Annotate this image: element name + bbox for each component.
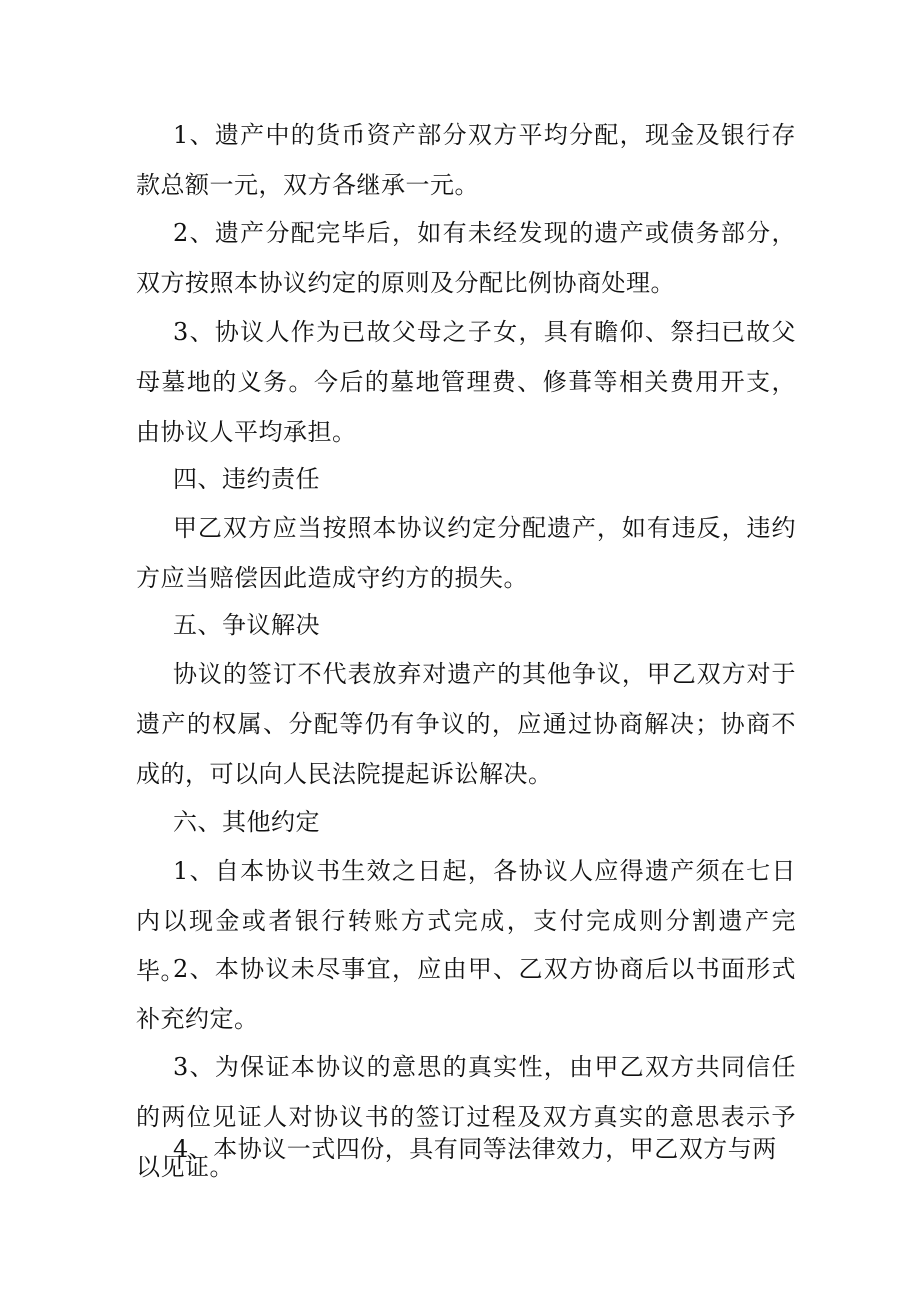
clause-3-grave-duties: 3、协议人作为已故父母之子女，具有瞻仰、祭扫已故父母墓地的义务。今后的墓地管理费、修葺等相关费用开支，由协议人平均承担。 [136, 318, 796, 446]
clause-2-undiscovered-assets: 2、遗产分配完毕后，如有未经发现的遗产或债务部分，双方按照本协议约定的原则及分配比例协商处理。 [136, 219, 796, 297]
other-clause-4: 4、本协议一式四份，具有同等法律效力，甲乙双方与两 [173, 1135, 777, 1163]
other-clause-1: 1、自本协议书生效之日起，各协议人应得遗产须在七日内以现金或者银行转账方式完成，支付完成则分割遗产完毕。 [136, 857, 796, 985]
dispute-paragraph: 协议的签订不代表放弃对遗产的其他争议，甲乙双方对于遗产的权属、分配等仍有争议的，应通过协商解决；协商不成的，可以向人民法院提起诉讼解决。 [136, 660, 796, 788]
other-clause-3: 3、为保证本协议的意思的真实性，由甲乙双方共同信任的两位见证人对协议书的签订过程及双方真实的意思表示予以见证。 [136, 1053, 796, 1181]
section-heading-other: 六、其他约定 [173, 808, 320, 836]
section-heading-breach: 四、违约责任 [173, 465, 320, 493]
section-heading-dispute: 五、争议解决 [173, 611, 320, 639]
breach-paragraph: 甲乙双方应当按照本协议约定分配遗产，如有违反，违约方应当赔偿因此造成守约方的损失。 [136, 514, 796, 592]
other-clause-2: 2、本协议未尽事宜，应由甲、乙双方协商后以书面形式补充约定。 [136, 955, 796, 1033]
clause-1-currency-assets: 1、遗产中的货币资产部分双方平均分配，现金及银行存款总额一元，双方各继承一元。 [136, 121, 796, 199]
